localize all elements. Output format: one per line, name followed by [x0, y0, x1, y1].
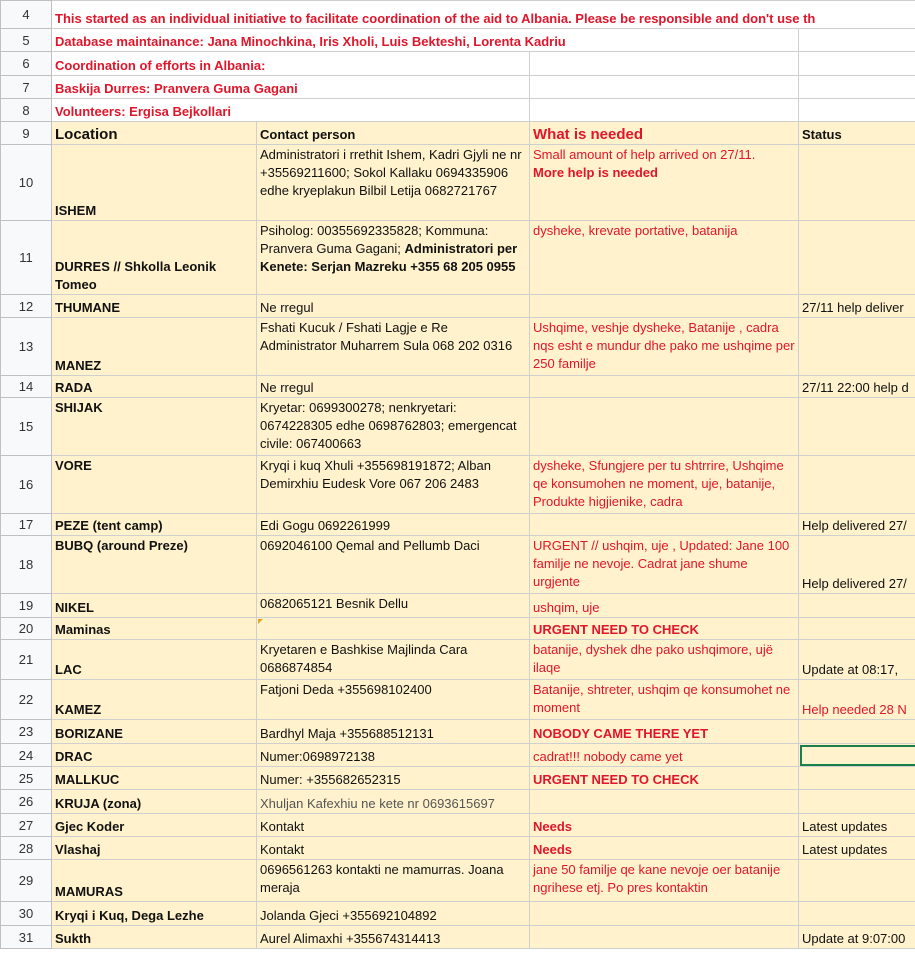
- location-cell[interactable]: ISHEM: [52, 145, 257, 221]
- row-number[interactable]: 15: [1, 398, 52, 456]
- empty-cell[interactable]: [799, 76, 915, 99]
- needed-cell[interactable]: batanije, dyshek dhe pako ushqimore, ujë ilaqe: [530, 640, 799, 680]
- sheet-row: [1, 76, 915, 99]
- needed-cell[interactable]: [530, 145, 799, 221]
- row-number[interactable]: 23: [1, 720, 52, 744]
- needed-cell[interactable]: [530, 295, 799, 318]
- status-cell[interactable]: Help delivered 27/: [799, 536, 915, 594]
- status-cell[interactable]: [799, 720, 915, 744]
- contact-cell[interactable]: Xhuljan Kafexhiu ne kete nr 0693615697: [257, 790, 530, 814]
- table-row: [1, 767, 915, 790]
- needed-cell[interactable]: [530, 902, 799, 926]
- location-cell[interactable]: Gjec Koder: [52, 814, 257, 837]
- status-cell[interactable]: [799, 594, 915, 618]
- notice-cell[interactable]: Baskija Durres: Pranvera Guma Gagani: [52, 76, 530, 99]
- needed-cell[interactable]: [530, 926, 799, 949]
- empty-cell[interactable]: [530, 76, 799, 99]
- row-number[interactable]: 28: [1, 837, 52, 860]
- needed-cell[interactable]: [530, 398, 799, 456]
- row-number[interactable]: 27: [1, 814, 52, 837]
- contact-cell[interactable]: Ne rregul: [257, 295, 530, 318]
- location-cell[interactable]: VORE: [52, 456, 257, 514]
- contact-cell[interactable]: Administratori i rrethit Ishem, Kadri Gjyli ne nr +35569211600; Sokol Kallaku 0694335906 edhe kryeplakun Bilbil Letija 0682721767: [257, 145, 530, 221]
- notice-cell[interactable]: Database maintainance: Jana Minochkina, Iris Xholi, Luis Bekteshi, Lorenta Kadriu: [52, 29, 799, 52]
- sheet-row: [1, 1, 915, 29]
- needed-cell[interactable]: URGENT NEED TO CHECK: [530, 767, 799, 790]
- location-cell[interactable]: KAMEZ: [52, 680, 257, 720]
- empty-cell[interactable]: [799, 99, 915, 122]
- header-status[interactable]: Status: [799, 122, 915, 145]
- row-number[interactable]: 11: [1, 221, 52, 295]
- contact-cell[interactable]: 0692046100 Qemal and Pellumb Daci: [257, 536, 530, 594]
- contact-cell[interactable]: Fatjoni Deda +355698102400: [257, 680, 530, 720]
- row-number[interactable]: 4: [1, 1, 52, 29]
- contact-cell[interactable]: 0696561263 kontakti ne mamurras. Joana meraja: [257, 860, 530, 902]
- needed-cell[interactable]: Needs: [530, 837, 799, 860]
- table-row: [1, 456, 915, 514]
- table-row: [1, 376, 915, 398]
- selected-cell[interactable]: [799, 744, 915, 767]
- status-cell[interactable]: [799, 456, 915, 514]
- contact-cell[interactable]: Numer:0698972138: [257, 744, 530, 767]
- row-number[interactable]: 25: [1, 767, 52, 790]
- contact-cell[interactable]: Edi Gogu 0692261999: [257, 514, 530, 536]
- contact-cell[interactable]: Kontakt: [257, 837, 530, 860]
- row-number[interactable]: 21: [1, 640, 52, 680]
- table-row: [1, 145, 915, 221]
- empty-cell[interactable]: [799, 29, 915, 52]
- needed-cell[interactable]: [530, 514, 799, 536]
- header-location[interactable]: Location: [52, 122, 257, 145]
- status-cell[interactable]: [799, 398, 915, 456]
- contact-cell[interactable]: Bardhyl Maja +355688512131: [257, 720, 530, 744]
- header-contact[interactable]: Contact person: [257, 122, 530, 145]
- status-cell[interactable]: Help needed 28 N: [799, 680, 915, 720]
- location-cell[interactable]: MANEZ: [52, 318, 257, 376]
- header-needed[interactable]: What is needed: [530, 122, 799, 145]
- location-cell[interactable]: THUMANE: [52, 295, 257, 318]
- status-cell[interactable]: [799, 145, 915, 221]
- location-cell[interactable]: MALLKUC: [52, 767, 257, 790]
- location-cell[interactable]: Vlashaj: [52, 837, 257, 860]
- table-row: [1, 221, 915, 295]
- row-number[interactable]: 26: [1, 790, 52, 814]
- location-cell[interactable]: MAMURAS: [52, 860, 257, 902]
- contact-cell[interactable]: Fshati Kucuk / Fshati Lagje e Re Administrator Muharrem Sula 068 202 0316: [257, 318, 530, 376]
- status-cell[interactable]: [799, 902, 915, 926]
- location-cell[interactable]: PEZE (tent camp): [52, 514, 257, 536]
- status-cell[interactable]: [799, 860, 915, 902]
- table-row: [1, 926, 915, 949]
- contact-cell[interactable]: [257, 221, 530, 295]
- table-row: [1, 902, 915, 926]
- contact-cell[interactable]: Kryqi i kuq Xhuli +355698191872; Alban Demirxhiu Eudesk Vore 067 206 2483: [257, 456, 530, 514]
- row-number[interactable]: 8: [1, 99, 52, 122]
- status-cell[interactable]: [799, 318, 915, 376]
- contact-cell[interactable]: Jolanda Gjeci +355692104892: [257, 902, 530, 926]
- contact-cell[interactable]: Numer: +355682652315: [257, 767, 530, 790]
- row-number[interactable]: 30: [1, 902, 52, 926]
- row-number[interactable]: 6: [1, 52, 52, 76]
- needed-text-bold: More help is needed: [533, 165, 658, 180]
- row-number[interactable]: 18: [1, 536, 52, 594]
- row-number[interactable]: 9: [1, 122, 52, 145]
- table-row: [1, 594, 915, 618]
- empty-cell[interactable]: [799, 52, 915, 76]
- status-cell[interactable]: Latest updates: [799, 814, 915, 837]
- needed-cell[interactable]: Batanije, shtreter, ushqim qe konsumohet ne moment: [530, 680, 799, 720]
- empty-cell[interactable]: [530, 99, 799, 122]
- status-cell[interactable]: [799, 221, 915, 295]
- table-row: [1, 744, 915, 767]
- status-cell[interactable]: [799, 618, 915, 640]
- location-cell[interactable]: BUBQ (around Preze): [52, 536, 257, 594]
- needed-cell[interactable]: ushqim, uje: [530, 594, 799, 618]
- table-row: [1, 837, 915, 860]
- contact-cell[interactable]: [257, 618, 530, 640]
- location-cell[interactable]: Sukth: [52, 926, 257, 949]
- table-row: [1, 514, 915, 536]
- needed-cell[interactable]: NOBODY CAME THERE YET: [530, 720, 799, 744]
- status-cell[interactable]: 27/11 22:00 help d: [799, 376, 915, 398]
- location-cell[interactable]: LAC: [52, 640, 257, 680]
- row-number[interactable]: 29: [1, 860, 52, 902]
- needed-cell[interactable]: jane 50 familje qe kane nevoje oer batanije ngrihese etj. Po pres kontaktin: [530, 860, 799, 902]
- row-number[interactable]: 16: [1, 456, 52, 514]
- sheet-row: [1, 99, 915, 122]
- status-cell[interactable]: Latest updates: [799, 837, 915, 860]
- notice-cell[interactable]: Volunteers: Ergisa Bejkollari: [52, 99, 530, 122]
- header-row: [1, 122, 915, 145]
- table-row: [1, 860, 915, 902]
- contact-cell[interactable]: Kryetaren e Bashkise Majlinda Cara 0686874854: [257, 640, 530, 680]
- needed-cell[interactable]: Needs: [530, 814, 799, 837]
- location-cell[interactable]: KRUJA (zona): [52, 790, 257, 814]
- row-number[interactable]: 13: [1, 318, 52, 376]
- notice-cell[interactable]: Coordination of efforts in Albania:: [52, 52, 530, 76]
- row-number[interactable]: 5: [1, 29, 52, 52]
- table-row: [1, 295, 915, 318]
- table-row: [1, 790, 915, 814]
- status-cell[interactable]: Help delivered 27/: [799, 514, 915, 536]
- contact-cell[interactable]: Kontakt: [257, 814, 530, 837]
- status-cell[interactable]: Update at 08:17,: [799, 640, 915, 680]
- table-row: [1, 680, 915, 720]
- table-row: [1, 720, 915, 744]
- location-cell[interactable]: DURRES // Shkolla Leonik Tomeo: [52, 221, 257, 295]
- sheet-row: [1, 29, 915, 52]
- row-number[interactable]: 24: [1, 744, 52, 767]
- contact-cell[interactable]: 0682065121 Besnik Dellu: [257, 594, 530, 618]
- contact-cell[interactable]: Kryetar: 0699300278; nenkryetari: 0674228305 edhe 0698762803; emergencat civile: 067400663: [257, 398, 530, 456]
- row-number[interactable]: 10: [1, 145, 52, 221]
- contact-cell[interactable]: Aurel Alimaxhi +355674314413: [257, 926, 530, 949]
- table-row: [1, 536, 915, 594]
- row-number[interactable]: 31: [1, 926, 52, 949]
- table-row: [1, 318, 915, 376]
- table-row: [1, 814, 915, 837]
- contact-text-bold: Administratori per Kenete: Serjan Mazreku +355 68 205 0955: [260, 241, 518, 274]
- sheet-row: [1, 52, 915, 76]
- needed-cell[interactable]: dysheke, Sfungjere per tu shtrrire, Ushqime qe konsumohen ne moment, uje, batanije, Produkte higjienike, cadra: [530, 456, 799, 514]
- location-cell[interactable]: RADA: [52, 376, 257, 398]
- status-cell[interactable]: 27/11 help deliver: [799, 295, 915, 318]
- status-cell[interactable]: [799, 767, 915, 790]
- status-cell[interactable]: Update at 9:07:00: [799, 926, 915, 949]
- needed-cell[interactable]: cadrat!!! nobody came yet: [530, 744, 799, 767]
- row-number[interactable]: 22: [1, 680, 52, 720]
- row-number[interactable]: 7: [1, 76, 52, 99]
- location-cell[interactable]: Maminas: [52, 618, 257, 640]
- needed-cell[interactable]: [530, 376, 799, 398]
- needed-cell[interactable]: URGENT // ushqim, uje , Updated: Jane 100 familje ne nevoje. Cadrat jane shume urgjente: [530, 536, 799, 594]
- comment-indicator[interactable]: [258, 619, 263, 624]
- row-number[interactable]: 14: [1, 376, 52, 398]
- contact-text: Psiholog: 00355692335828; Kommuna: Pranvera Guma Gagani;: [260, 223, 489, 256]
- needed-cell[interactable]: Ushqime, veshje dysheke, Batanije , cadra nqs esht e mundur dhe pako me ushqime per 250 familje: [530, 318, 799, 376]
- empty-cell[interactable]: [530, 52, 799, 76]
- table-row: [1, 640, 915, 680]
- location-cell[interactable]: DRAC: [52, 744, 257, 767]
- location-cell[interactable]: SHIJAK: [52, 398, 257, 456]
- location-cell[interactable]: Kryqi i Kuq, Dega Lezhe: [52, 902, 257, 926]
- row-number[interactable]: 19: [1, 594, 52, 618]
- table-row: [1, 618, 915, 640]
- status-cell[interactable]: [799, 790, 915, 814]
- table-row: [1, 398, 915, 456]
- notice-cell[interactable]: This started as an individual initiative to facilitate coordination of the aid to Albania. Please be responsible and don't use th: [52, 1, 915, 29]
- needed-cell[interactable]: URGENT NEED TO CHECK: [530, 618, 799, 640]
- row-number[interactable]: 12: [1, 295, 52, 318]
- contact-cell[interactable]: Ne rregul: [257, 376, 530, 398]
- row-number[interactable]: 20: [1, 618, 52, 640]
- location-cell[interactable]: BORIZANE: [52, 720, 257, 744]
- location-cell[interactable]: NIKEL: [52, 594, 257, 618]
- needed-cell[interactable]: dysheke, krevate portative, batanija: [530, 221, 799, 295]
- needed-text: Small amount of help arrived on 27/11.: [533, 147, 756, 162]
- row-number[interactable]: 17: [1, 514, 52, 536]
- needed-cell[interactable]: [530, 790, 799, 814]
